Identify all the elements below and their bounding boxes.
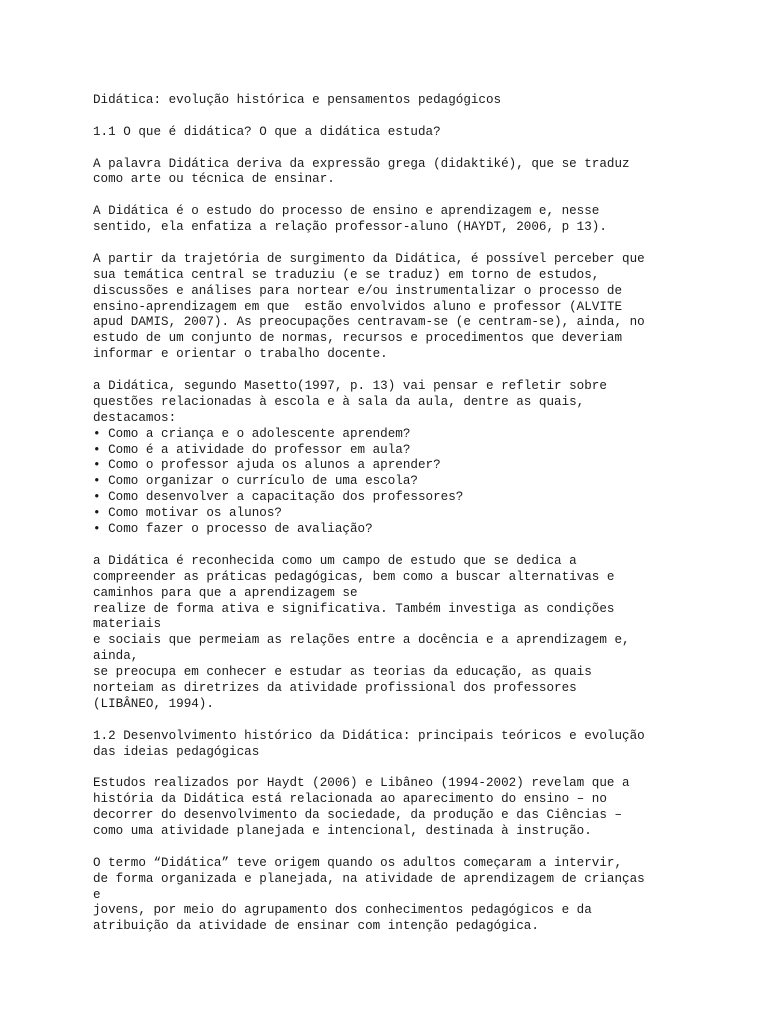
bullet-list: [93, 427, 693, 538]
list-item: • Como o professor ajuda os alunos a aprender?: [93, 458, 441, 473]
text-line: e sociais que permeiam as relações entre a docência e a aprendizagem e,: [93, 633, 630, 648]
section-heading: [93, 729, 693, 761]
text-line: O termo “Didática” teve origem quando os adultos começaram a intervir,: [93, 855, 623, 870]
document-page: [93, 93, 693, 935]
list-item: • Como desenvolver a capacitação dos professores?: [93, 490, 464, 505]
text-line: a Didática, segundo Masetto(1997, p. 13) vai pensar e refletir sobre: [93, 379, 607, 394]
text-line: discussões e análises para nortear e/ou instrumentalizar o processo de: [93, 283, 623, 298]
paragraph: [93, 776, 693, 840]
list-item: • Como fazer o processo de avaliação?: [93, 522, 373, 537]
text-line: se preocupa em conhecer e estudar as teorias da educação, as quais: [93, 665, 592, 680]
text-line: (LIBÂNEO, 1994).: [93, 696, 214, 711]
text-line: sua temática central se traduziu (e se traduz) em torno de estudos,: [93, 267, 600, 282]
text-line: A palavra Didática deriva da expressão grega (didaktiké), que se traduz: [93, 156, 630, 171]
text-line: a Didática é reconhecida como um campo de estudo que se dedica a: [93, 553, 577, 568]
paragraph: [93, 252, 693, 363]
text-line: 1.2 Desenvolvimento histórico da Didática: principais teóricos e evolução: [93, 728, 645, 743]
paragraph: [93, 157, 693, 189]
text-line: atribuição da atividade de ensinar com intenção pedagógica.: [93, 919, 539, 934]
document-title: Didática: evolução histórica e pensamentos pedagógicos: [93, 93, 502, 107]
text-line: e: [93, 887, 101, 902]
text-line: como arte ou técnica de ensinar.: [93, 172, 335, 187]
text-line: informar e orientar o trabalho docente.: [93, 347, 388, 362]
paragraph: [93, 379, 693, 427]
text-line: estudo de um conjunto de normas, recursos e procedimentos que deveriam: [93, 331, 623, 346]
text-line: ensino-aprendizagem em que estão envolvidos aluno e professor (ALVITE: [93, 299, 623, 314]
paragraph: [93, 554, 693, 713]
paragraph: [93, 856, 693, 935]
text-line: ainda,: [93, 649, 139, 664]
list-item: • Como organizar o currículo de uma escola?: [93, 474, 418, 489]
text-line: norteiam as diretrizes da atividade profissional dos professores: [93, 680, 577, 695]
text-line: decorrer do desenvolvimento da sociedade, da produção e das Ciências –: [93, 808, 623, 823]
text-line: de forma organizada e planejada, na atividade de aprendizagem de crianças: [93, 871, 645, 886]
list-item: • Como motivar os alunos?: [93, 506, 282, 521]
text-line: A Didática é o estudo do processo de ensino e aprendizagem e, nesse: [93, 204, 600, 219]
text-line: como uma atividade planejada e intencional, destinada à instrução.: [93, 823, 592, 838]
text-line: destacamos:: [93, 410, 177, 425]
text-line: sentido, ela enfatiza a relação professor-aluno (HAYDT, 2006, p 13).: [93, 220, 607, 235]
text-line: apud DAMIS, 2007). As preocupações centravam-se (e centram-se), ainda, no: [93, 315, 645, 330]
list-item: • Como é a atividade do professor em aula?: [93, 442, 411, 457]
text-line: Estudos realizados por Haydt (2006) e Libâneo (1994-2002) revelam que a: [93, 776, 630, 791]
section-heading: 1.1 O que é didática? O que a didática estuda?: [93, 124, 441, 139]
text-line: das ideias pedagógicas: [93, 744, 260, 759]
paragraph: [93, 204, 693, 236]
text-line: materiais: [93, 617, 162, 632]
text-line: compreender as práticas pedagógicas, bem como a buscar alternativas e: [93, 569, 615, 584]
text-line: jovens, por meio do agrupamento dos conhecimentos pedagógicos e da: [93, 903, 592, 918]
text-line: realize de forma ativa e significativa. Também investiga as condições: [93, 601, 615, 616]
text-line: caminhos para que a aprendizagem se: [93, 585, 358, 600]
text-line: questões relacionadas à escola e à sala da aula, dentre as quais,: [93, 394, 585, 409]
text-line: história da Didática está relacionada ao aparecimento do ensino – no: [93, 792, 607, 807]
list-item: • Como a criança e o adolescente aprendem?: [93, 426, 411, 441]
text-line: A partir da trajetória de surgimento da Didática, é possível perceber que: [93, 251, 645, 266]
